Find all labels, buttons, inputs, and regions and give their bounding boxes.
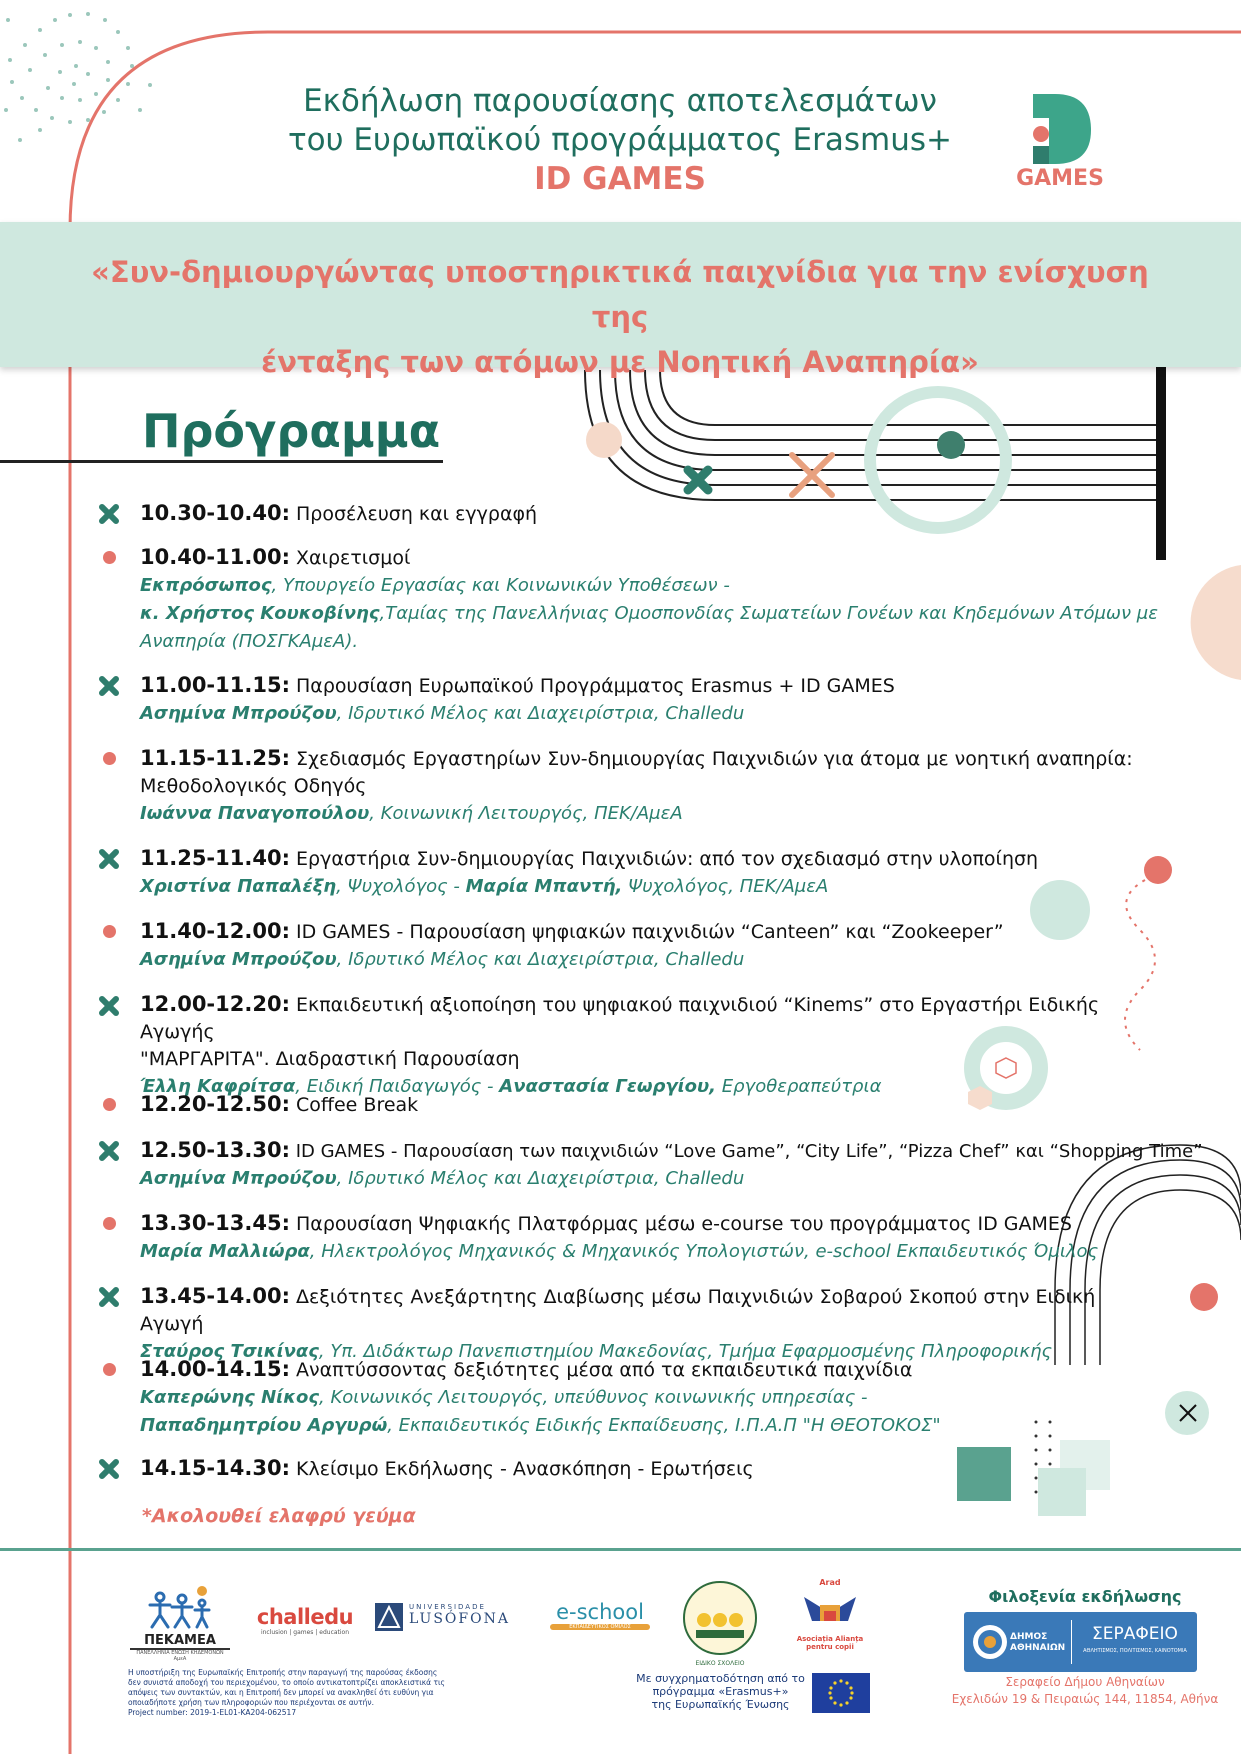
- program-underline: [0, 460, 443, 463]
- id-games-logo: [1005, 88, 1115, 191]
- speaker-role: , Ιδρυτικό Μέλος και Διαχειρίστρια, Challedu: [336, 1168, 745, 1189]
- speaker-name: Χριστίνα Παπαλέξη: [140, 876, 337, 897]
- host-subtext: ΑΘΛΗΤΙΣΜΟΣ, ΠΟΛΙΤΙΣΜΟΣ, ΚΑΙΝΟΤΟΜΙΑ: [1083, 1648, 1187, 1654]
- eschool-subtext: ΕΚΠΑΙΔΕΥΤΙΚΟΣ ΟΜΙΛΟΣ: [550, 1624, 650, 1630]
- eschool-text: e-school: [556, 1600, 644, 1624]
- cofund-line-1: Με συγχρηματοδότηση από το: [636, 1672, 805, 1685]
- agenda-item: [140, 918, 1220, 974]
- project-number: Project number: 2019-1-EL01-KA204-062517: [128, 1708, 297, 1717]
- lunch-note: *Ακολουθεί ελαφρύ γεύμα: [142, 1505, 416, 1527]
- event-title: [240, 82, 1000, 199]
- speaker-name: Παπαδημητρίου Αργυρώ: [140, 1415, 388, 1436]
- x-bullet-icon: [97, 1139, 121, 1163]
- speaker-line: [140, 800, 1220, 828]
- agenda-time: 12.50-13.30:: [140, 1138, 290, 1162]
- dot-bullet-icon: [103, 551, 116, 564]
- agenda-item: [140, 500, 1220, 528]
- id-games-logo-icon: [1025, 88, 1095, 168]
- agenda-title: Παρουσίαση Ψηφιακής Πλατφόρμας μέσω e-course του προγράμματος ID GAMES: [296, 1213, 1072, 1235]
- host-address-line-1: Σεραφείο Δήμου Αθηναίων: [1005, 1675, 1165, 1689]
- speaker-line: [140, 1238, 1220, 1266]
- host-address-line-2: Εχελιδών 19 & Πειραιώς 144, 11854, Αθήνα: [951, 1692, 1219, 1706]
- arad-logo: [790, 1578, 870, 1651]
- eu-disclaimer: [128, 1668, 448, 1718]
- agenda-item: [140, 1137, 1220, 1193]
- agenda-time: 13.30-13.45:: [140, 1211, 290, 1235]
- speaker-line: [140, 600, 1220, 628]
- host-name: ΣΕΡΑΦΕΙΟ: [1092, 1624, 1178, 1644]
- athens-seal-icon: [972, 1624, 1008, 1660]
- subtitle-line-1: «Συν-δημιουργώντας υποστηρικτικά παιχνίδια για την ενίσχυση της: [91, 255, 1149, 334]
- agenda-title: ID GAMES - Παρουσίαση των παιχνιδιών “Love Game”, “City Life”, “Pizza Chef” και “Shopping Time”: [295, 1141, 1203, 1162]
- x-bullet-icon: [97, 502, 121, 526]
- speaker-role: Εργοθεραπεύτρια: [716, 1076, 882, 1097]
- speaker-name: Μαρία Μαλλιώρα: [140, 1241, 310, 1262]
- speaker-line: [140, 1165, 1220, 1193]
- speaker-role: , Ιδρυτικό Μέλος και Διαχειρίστρια, Challedu: [336, 703, 745, 724]
- challedu-logo: [255, 1605, 355, 1636]
- speaker-line: [140, 1412, 1060, 1440]
- agenda-title: Εκπαιδευτική αξιοποίηση του ψηφιακού παιχνιδιού “Kinems” στο Εργαστήρι Ειδικής Αγωγής: [140, 994, 1100, 1043]
- speaker-role: , Εκπαιδευτικός Ειδικής Εκπαίδευσης, Ι.Π.Α.Π "Η ΘΕΟΤΟΚΟΣ": [387, 1415, 941, 1436]
- speaker-line: [140, 873, 1220, 901]
- agenda-title: Κλείσιμο Εκδήλωσης - Ανασκόπηση - Ερωτήσεις: [296, 1458, 754, 1480]
- dot-bullet-icon: [103, 925, 116, 938]
- title-line-1: Εκδήλωση παρουσίασης αποτελεσμάτων: [303, 83, 937, 119]
- pekamea-figures-icon: [140, 1585, 220, 1629]
- agenda-title-cont: Μεθοδολογικός Οδηγός: [140, 775, 367, 797]
- host-logo: [964, 1612, 1197, 1672]
- dot-bullet-icon: [103, 1217, 116, 1230]
- agenda-time: 10.30-10.40:: [140, 501, 290, 525]
- agenda-title: ID GAMES - Παρουσίαση ψηφιακών παιχνιδιών “Canteen” και “Zookeeper”: [296, 921, 1004, 943]
- speaker-name: Αναστασία Γεωργίου,: [499, 1076, 717, 1097]
- agenda-title: Δεξιότητες Ανεξάρτητης Διαβίωσης μέσω Παιχνιδιών Σοβαρού Σκοπού στην Ειδική Αγωγή: [140, 1286, 1096, 1335]
- agenda-title-cont: "ΜΑΡΓΑΡΙΤΑ". Διαδραστική Παρουσίαση: [140, 1048, 520, 1070]
- speaker-line: [140, 946, 1220, 974]
- agenda-title: Εργαστήρια Συν-δημιουργίας Παιχνιδιών: από τον σχεδιασμό στην υλοποίηση: [296, 848, 1039, 870]
- agenda-time: 11.00-11.15:: [140, 673, 290, 697]
- special-school-logo: [680, 1580, 760, 1667]
- dot-pattern: [4, 12, 152, 142]
- speaker-line: [140, 700, 1220, 728]
- cofund-line-3: της Ευρωπαϊκής Ένωσης: [651, 1698, 790, 1711]
- agenda-item: [140, 544, 1220, 656]
- agenda-time: 11.25-11.40:: [140, 846, 290, 870]
- lusofona-top-text: UNIVERSIDADE: [409, 1603, 486, 1611]
- speaker-role: , Υπουργείο Εργασίας και Κοινωνικών Υποθέσεων -: [271, 575, 730, 596]
- subtitle-text: [60, 250, 1180, 385]
- brand-name: ID GAMES: [534, 161, 706, 197]
- speaker-name: Εκπρόσωπος: [140, 575, 272, 596]
- speaker-name: Έλλη Καφρίτσα: [140, 1076, 296, 1097]
- x-bullet-icon: [97, 994, 121, 1018]
- lusofona-logo: [375, 1603, 515, 1631]
- title-line-2: του Ευρωπαϊκού προγράμματος Erasmus+: [288, 122, 952, 158]
- speaker-name: Σταύρος Τσικίνας: [140, 1341, 319, 1362]
- eu-flag-icon: [812, 1673, 870, 1713]
- speaker-line: [140, 572, 1220, 600]
- agenda-time: 12.00-12.20:: [140, 992, 290, 1016]
- speaker-name: Ασημίνα Μπρούζου: [140, 949, 337, 970]
- agenda-time: 10.40-11.00:: [140, 545, 290, 569]
- agenda-item: [140, 991, 1140, 1101]
- lusofona-text: LUSÓFONA: [409, 1611, 510, 1627]
- agenda-title: Σχεδιασμός Εργαστηρίων Συν-δημιουργίας Παιχνιδιών για άτομα με νοητική αναπηρία:: [296, 748, 1133, 770]
- speaker-line: Αναπηρία (ΠΟΣΓΚΑμεΑ).: [140, 631, 359, 652]
- program-title: Πρόγραμμα: [142, 404, 441, 458]
- x-bullet-icon: [97, 1457, 121, 1481]
- arad-top-text: Arad: [819, 1578, 841, 1587]
- host-divider: [1071, 1620, 1072, 1664]
- challedu-text: challedu: [256, 1605, 354, 1629]
- speaker-name: Καπερώνης Νίκος: [140, 1387, 320, 1408]
- speaker-role: ,Ταμίας της Πανελλήνιας Ομοσπονδίας Σωματείων Γονέων και Κηδεμόνων Ατόμων με: [379, 603, 1158, 624]
- x-bullet-icon: [97, 847, 121, 871]
- speaker-name: Μαρία Μπαντή,: [465, 876, 623, 897]
- agenda-time: 13.45-14.00:: [140, 1284, 290, 1308]
- agenda-time: 14.00-14.15:: [140, 1357, 290, 1381]
- speaker-role: , Ιδρυτικό Μέλος και Διαχειρίστρια, Challedu: [336, 949, 745, 970]
- school-badge-icon: [682, 1580, 758, 1656]
- dot-bullet-icon: [103, 752, 116, 765]
- speaker-name: Ασημίνα Μπρούζου: [140, 703, 337, 724]
- speaker-role: , Ψυχολόγος -: [336, 876, 466, 897]
- speaker-name: κ. Χρήστος Κουκοβίνης: [140, 603, 380, 624]
- agenda-item: [140, 1091, 1220, 1119]
- pekamea-subtext: ΠΑΝΕΛΛΗΝΙΑ ΕΝΩΣΗ ΚΗΔΕΜΟΝΩΝ ΑμεΑ: [136, 1650, 224, 1662]
- arad-emblem-icon: [800, 1587, 860, 1631]
- agenda-title: Αναπτύσσοντας δεξιότητες μέσα από τα εκπαιδευτικά παιχνίδια: [296, 1359, 913, 1381]
- speaker-role: , Ειδική Παιδαγωγός -: [295, 1076, 500, 1097]
- agenda-item: [140, 1455, 1220, 1483]
- x-bullet-icon: [97, 674, 121, 698]
- speaker-role: , Ηλεκτρολόγος Μηχανικός & Μηχανικός Υπολογιστών, e-school Εκπαιδευτικός Όμιλος: [309, 1241, 1099, 1262]
- agenda-item: [140, 672, 1220, 728]
- footer-divider: [0, 1548, 1241, 1551]
- agenda-time: 12.20-12.50:: [140, 1092, 290, 1116]
- challedu-subtext: inclusion | games | education: [260, 1629, 350, 1636]
- agenda-item: [140, 1210, 1220, 1266]
- agenda-item: [140, 845, 1220, 901]
- speaker-line: [140, 1384, 1060, 1412]
- agenda-time: 11.40-12.00:: [140, 919, 290, 943]
- agenda-title: Χαιρετισμοί: [296, 547, 411, 569]
- agenda-item: [140, 1356, 1060, 1440]
- host-address: [940, 1674, 1230, 1708]
- eschool-logo: [550, 1600, 650, 1630]
- cofunding-note: [628, 1672, 813, 1711]
- x-bullet-icon: [97, 1285, 121, 1309]
- speaker-name: Ασημίνα Μπρούζου: [140, 1168, 337, 1189]
- pekamea-text: ΠΕΚΑΜΕΑ: [130, 1633, 230, 1650]
- agenda-item: [140, 745, 1220, 828]
- agenda-title: Coffee Break: [296, 1094, 419, 1116]
- dot-bullet-icon: [103, 1098, 116, 1111]
- agenda-time: 14.15-14.30:: [140, 1456, 290, 1480]
- subtitle-line-2: ένταξης των ατόμων με Νοητική Αναπηρία»: [261, 345, 979, 379]
- speaker-role: , Κοινωνικός Λειτουργός, υπεύθυνος κοινωνικής υπηρεσίας -: [319, 1387, 868, 1408]
- pekamea-logo: [130, 1585, 230, 1662]
- dot-bullet-icon: [103, 1363, 116, 1376]
- logo-text: GAMES: [1016, 166, 1104, 191]
- cofund-line-2: πρόγραμμα «Erasmus+»: [652, 1685, 789, 1698]
- school-badge-text: ΕΙΔΙΚΟ ΣΧΟΛΕΙΟ: [695, 1660, 745, 1667]
- agenda-item: [140, 1283, 1100, 1366]
- lusofona-emblem-icon: [375, 1603, 403, 1631]
- speaker-role: , Υπ. Διδάκτωρ Πανεπιστημίου Μακεδονίας, Τμήμα Εφαρμοσμένης Πληροφορικής: [318, 1341, 1053, 1362]
- host-title: Φιλοξενία εκδήλωσης: [988, 1587, 1182, 1606]
- agenda-time: 11.15-11.25:: [140, 746, 290, 770]
- speaker-role: Ψυχολόγος, ΠΕΚ/ΑμεΑ: [622, 876, 829, 897]
- speaker-role: , Κοινωνική Λειτουργός, ΠΕΚ/ΑμεΑ: [369, 803, 683, 824]
- agenda-title: Προσέλευση και εγγραφή: [296, 503, 538, 525]
- agenda-title: Παρουσίαση Ευρωπαϊκού Προγράμματος Erasmus + ID GAMES: [296, 675, 895, 697]
- arad-text: Asociația Alianța pentru copii: [796, 1635, 864, 1651]
- speaker-name: Ιωάννα Παναγοπούλου: [140, 803, 370, 824]
- host-municipality: ΔΗΜΟΣ ΑΘΗΝΑΙΩΝ: [1010, 1632, 1066, 1653]
- disclaimer-text: Η υποστήριξη της Ευρωπαϊκής Επιτροπής στην παραγωγή της παρούσας έκδοσης δεν συνιστά αποδοχή του περιεχομένου, το οποίο αντικατοπτρίζει αποκλειστικά τις απόψεις των συντακτών, και η Επιτροπή δεν μπορεί να ανακληθεί ότι ευθύνη για οποιαδήποτε χρήση των πληροφοριών που περιέχονται σε αυτήν.: [128, 1668, 445, 1707]
